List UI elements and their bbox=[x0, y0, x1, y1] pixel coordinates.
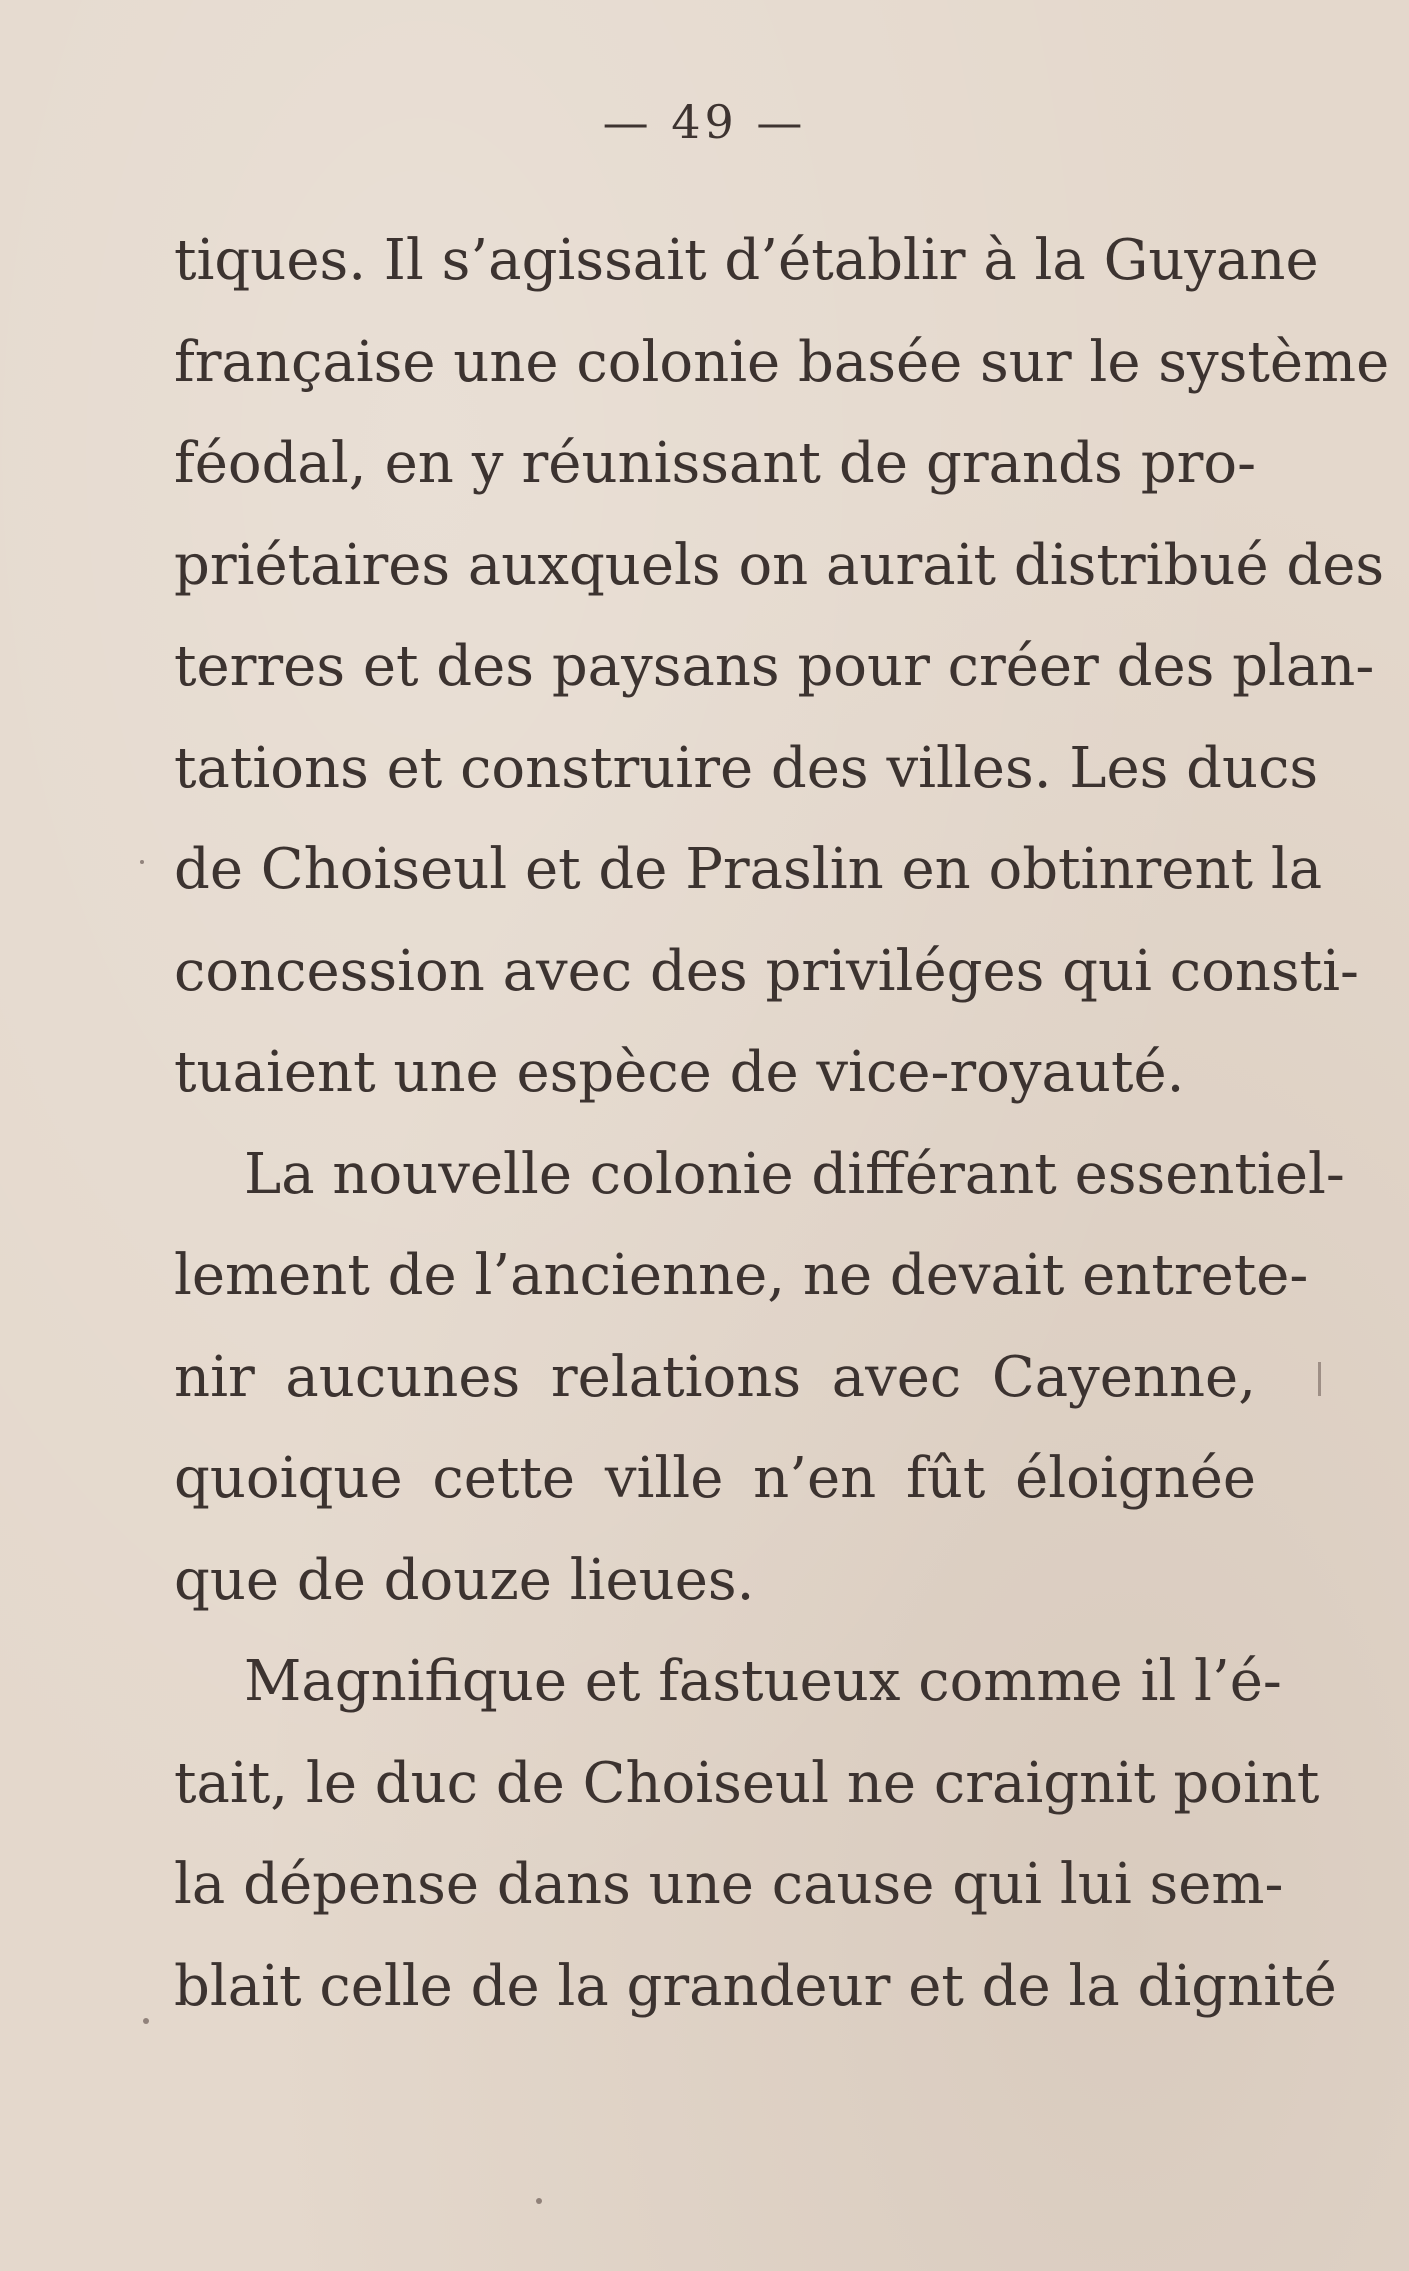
text-line: que de douze lieues. bbox=[174, 1547, 755, 1613]
text-line: nir aucunes relations avec Cayenne, bbox=[174, 1344, 1256, 1410]
text-line: La nouvelle colonie différant essentiel- bbox=[244, 1141, 1345, 1207]
text-line: Magnifique et fastueux comme il l’é- bbox=[244, 1649, 1282, 1714]
text-line: tuaient une espèce de vice-royauté. bbox=[174, 1040, 1185, 1105]
text-line: féodal, en y réunissant de grands pro- bbox=[174, 431, 1256, 496]
paragraph-1 bbox=[174, 210, 1390, 1124]
paper-speck bbox=[140, 860, 144, 864]
margin-mark bbox=[1318, 1362, 1321, 1396]
text-line: tations et construire des villes. Les ducs bbox=[174, 735, 1319, 801]
text-line: priétaires auxquels on aurait distribué des bbox=[174, 532, 1385, 598]
paper-speck bbox=[536, 2198, 542, 2204]
text-line: blait celle de la grandeur et de la dignité bbox=[174, 1953, 1337, 2019]
text-line: lement de l’ancienne, ne devait entrete- bbox=[174, 1243, 1309, 1308]
text-line: terres et des paysans pour créer des plan- bbox=[174, 634, 1375, 699]
text-line: française une colonie basée sur le système bbox=[174, 329, 1390, 395]
text-line: tait, le duc de Choiseul ne craignit point bbox=[174, 1750, 1320, 1816]
paper-speck bbox=[143, 2018, 149, 2024]
text-line: concession avec des priviléges qui consti- bbox=[174, 938, 1359, 1004]
paragraph-2 bbox=[174, 1124, 1345, 1632]
text-line: tiques. Il s’agissait d’établir à la Guyane bbox=[174, 228, 1319, 293]
text-line: de Choiseul et de Praslin en obtinrent la bbox=[174, 837, 1323, 902]
text-line: quoique cette ville n’en fût éloignée bbox=[174, 1446, 1256, 1511]
paragraph-3 bbox=[174, 1631, 1337, 2037]
body-text bbox=[174, 210, 1390, 2037]
page-number: — 49 — bbox=[602, 95, 807, 149]
text-line: la dépense dans une cause qui lui sem- bbox=[174, 1852, 1284, 1917]
